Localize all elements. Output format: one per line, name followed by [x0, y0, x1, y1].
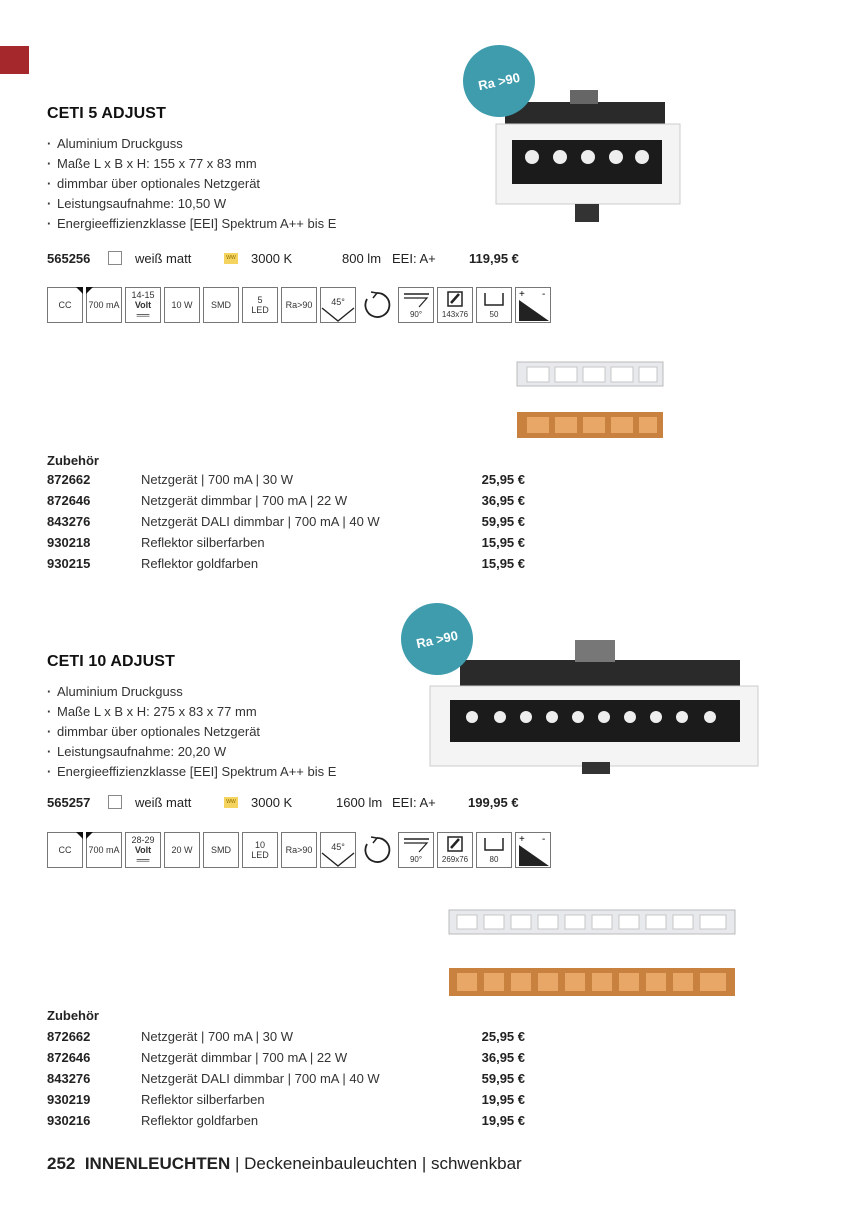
ra-badge: Ra >90	[394, 596, 479, 681]
accessory-price: 19,95 €	[481, 1092, 525, 1107]
accessory-price: 59,95 €	[481, 1071, 525, 1086]
article-number: 565256	[47, 251, 91, 266]
accessory-row	[47, 553, 525, 574]
accessory-number: 872662	[47, 472, 91, 487]
constant-current-icon	[47, 287, 83, 323]
svg-text:+: +	[519, 834, 525, 845]
accessory-description: Reflektor goldfarben	[141, 556, 259, 571]
icon-label: LED	[251, 305, 269, 315]
accessory-price: 25,95 €	[481, 1029, 525, 1044]
accessory-row	[47, 511, 525, 532]
current-icon	[86, 832, 122, 868]
accessory-price: 36,95 €	[481, 1050, 525, 1065]
feature-item: · Aluminium Druckguss	[47, 682, 336, 702]
rotation-icon	[359, 287, 395, 323]
accessory-row	[47, 532, 525, 553]
feature-item: · dimmbar über optionales Netzgerät	[47, 722, 336, 742]
product-title: CETI 5 ADJUST	[47, 105, 166, 122]
accessory-description: Netzgerät DALI dimmbar | 700 mA | 40 W	[141, 514, 380, 529]
warm-white-icon: WW	[224, 253, 238, 264]
accessory-number: 872662	[47, 1029, 91, 1044]
feature-item: · Leistungsaufnahme: 10,50 W	[47, 194, 336, 214]
color-swatch	[108, 251, 122, 265]
accessory-description: Reflektor goldfarben	[141, 1113, 259, 1128]
icon-label: Ra>90	[285, 300, 313, 310]
product-image	[420, 600, 765, 780]
accessory-number: 872646	[47, 1050, 91, 1065]
icon-label: SMD	[211, 300, 231, 310]
icon-row	[47, 832, 551, 868]
accessory-price: 19,95 €	[481, 1113, 525, 1128]
icon-label: Volt	[134, 300, 152, 310]
svg-text:-: -	[542, 834, 546, 845]
page-footer	[47, 1154, 522, 1174]
accessory-row	[47, 1026, 525, 1047]
accessory-number: 930216	[47, 1113, 91, 1128]
voltage-icon: 28-29 Volt ══	[125, 832, 161, 868]
section-title: INNENLEUCHTEN	[84, 1154, 231, 1173]
accessory-price: 15,95 €	[481, 535, 525, 550]
color-name: weiß matt	[135, 795, 192, 810]
icon-label: 10	[254, 840, 265, 850]
feature-item: · Leistungsaufnahme: 20,20 W	[47, 742, 336, 762]
voltage-icon: 14-15 Volt ══	[125, 287, 161, 323]
icon-label: Ra>90	[285, 845, 313, 855]
accessory-number: 843276	[47, 514, 91, 529]
icon-row	[47, 287, 551, 323]
cutout-icon	[437, 832, 473, 868]
icon-label: Volt	[134, 845, 152, 855]
accessory-description: Netzgerät DALI dimmbar | 700 mA | 40 W	[141, 1071, 380, 1086]
tilt-icon	[398, 832, 434, 868]
icon-label: SMD	[211, 845, 231, 855]
accessory-number: 843276	[47, 1071, 91, 1086]
accessory-number: 930218	[47, 535, 91, 550]
accessory-description: Netzgerät | 700 mA | 30 W	[141, 472, 293, 487]
constant-current-icon	[47, 832, 83, 868]
beam-angle-icon	[320, 832, 356, 868]
accessory-price: 25,95 €	[481, 472, 525, 487]
accessory-row	[47, 469, 525, 490]
wattage-icon	[164, 287, 200, 323]
feature-item: · Maße L x B x H: 155 x 77 x 83 mm	[47, 154, 336, 174]
warm-white-icon: WW	[224, 797, 238, 808]
icon-label: CC	[58, 845, 72, 855]
accessory-number: 930215	[47, 556, 91, 571]
smd-icon	[203, 287, 239, 323]
cutout-icon	[437, 287, 473, 323]
cri-icon	[281, 287, 317, 323]
icon-label: CC	[58, 300, 72, 310]
chapter-tab	[0, 46, 29, 74]
spec-row	[47, 251, 527, 269]
led-count-icon	[242, 832, 278, 868]
accessory-price: 59,95 €	[481, 514, 525, 529]
icon-label: 28-29	[131, 835, 155, 845]
tilt-icon	[398, 287, 434, 323]
accessories-heading: Zubehör	[47, 1008, 99, 1023]
smd-icon	[203, 832, 239, 868]
accessory-price: 36,95 €	[481, 493, 525, 508]
color-swatch	[108, 795, 122, 809]
svg-text:-: -	[542, 289, 546, 300]
luminous-flux: 1600 lm	[336, 795, 383, 810]
luminous-flux: 800 lm	[342, 251, 382, 266]
icon-label: 700 mA	[88, 300, 120, 310]
article-number: 565257	[47, 795, 91, 810]
icon-label: 80	[489, 855, 499, 864]
dimmable-icon	[515, 287, 551, 323]
icon-label: 50	[489, 310, 499, 319]
feature-item: · Aluminium Druckguss	[47, 134, 336, 154]
feature-list	[47, 134, 336, 234]
icon-label: 5	[257, 295, 263, 305]
feature-item: · Energieeffizienzklasse [EEI] Spektrum A++ bis E	[47, 214, 336, 234]
icon-label: 20 W	[171, 845, 193, 855]
color-temperature: 3000 K	[251, 795, 293, 810]
accessory-description: Reflektor silberfarben	[141, 1092, 265, 1107]
accessory-description: Reflektor silberfarben	[141, 535, 265, 550]
ra-badge: Ra >90	[456, 38, 541, 123]
energy-class: EEI: A+	[392, 795, 436, 810]
icon-label: 90°	[409, 855, 423, 864]
reflector-images	[445, 900, 740, 1000]
icon-label: 700 mA	[88, 845, 120, 855]
beam-angle-icon	[320, 287, 356, 323]
price: 199,95 €	[468, 795, 519, 810]
feature-item: · dimmbar über optionales Netzgerät	[47, 174, 336, 194]
accessory-row	[47, 1089, 525, 1110]
led-count-icon	[242, 287, 278, 323]
accessory-row	[47, 1068, 525, 1089]
accessories-heading: Zubehör	[47, 453, 99, 468]
accessory-number: 872646	[47, 493, 91, 508]
cri-icon	[281, 832, 317, 868]
accessory-price: 15,95 €	[481, 556, 525, 571]
icon-label: 45°	[331, 842, 345, 852]
depth-icon	[476, 832, 512, 868]
energy-class: EEI: A+	[392, 251, 436, 266]
color-temperature: 3000 K	[251, 251, 293, 266]
price: 119,95 €	[469, 251, 519, 266]
accessory-description: Netzgerät dimmbar | 700 mA | 22 W	[141, 1050, 348, 1065]
icon-label: 14-15	[131, 290, 155, 300]
accessory-row	[47, 1047, 525, 1068]
spec-row	[47, 795, 527, 813]
icon-label: 10 W	[171, 300, 193, 310]
depth-icon	[476, 287, 512, 323]
feature-item: · Maße L x B x H: 275 x 83 x 77 mm	[47, 702, 336, 722]
accessory-description: Netzgerät | 700 mA | 30 W	[141, 1029, 293, 1044]
dimmable-icon	[515, 832, 551, 868]
feature-list	[47, 682, 336, 782]
product-title: CETI 10 ADJUST	[47, 653, 175, 670]
icon-label: LED	[251, 850, 269, 860]
accessory-row	[47, 1110, 525, 1131]
accessories-list	[47, 1026, 525, 1131]
page-number: 252	[47, 1154, 76, 1173]
icon-label: 90°	[409, 310, 423, 319]
color-name: weiß matt	[135, 251, 192, 266]
accessory-row	[47, 490, 525, 511]
icon-label: 269x76	[441, 855, 469, 864]
icon-label: 45°	[331, 297, 345, 307]
accessory-description: Netzgerät dimmbar | 700 mA | 22 W	[141, 493, 348, 508]
accessory-number: 930219	[47, 1092, 91, 1107]
current-icon	[86, 287, 122, 323]
reflector-images	[515, 350, 665, 442]
section-subtitle: | Deckeneinbauleuchten | schwenkbar	[235, 1154, 522, 1173]
feature-item: · Energieeffizienzklasse [EEI] Spektrum A++ bis E	[47, 762, 336, 782]
accessories-list	[47, 469, 525, 574]
wattage-icon	[164, 832, 200, 868]
icon-label: 143x76	[441, 310, 469, 319]
rotation-icon	[359, 832, 395, 868]
svg-text:+: +	[519, 289, 525, 300]
